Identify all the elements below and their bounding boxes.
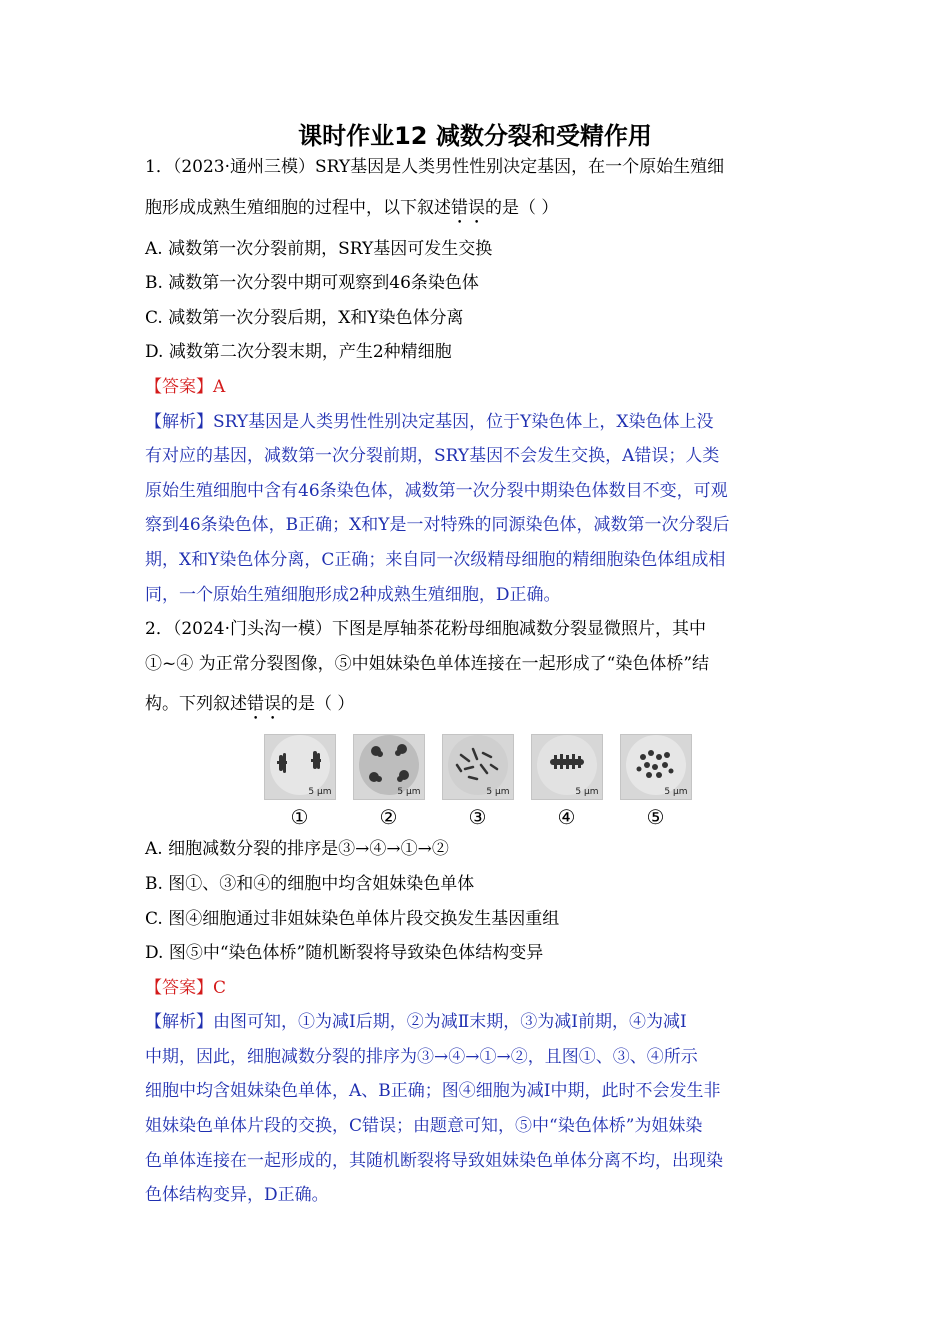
q1-analysis-line-4: 察到46条染色体，B正确；X和Y是一对特殊的同源染色体，减数第一次分裂后 bbox=[145, 515, 730, 536]
q2-answer bbox=[145, 971, 810, 1006]
micrograph-4-image bbox=[531, 734, 603, 800]
q1-option-b: B. 减数第一次分裂中期可观察到46条染色体 bbox=[145, 273, 479, 294]
micrograph-3-scale: 5 μm bbox=[486, 787, 510, 798]
q1-option-a: A. 减数第一次分裂前期，SRY基因可发生交换 bbox=[145, 238, 493, 259]
q2-analysis-line-4: 姐妹染色单体片段的交换，C错误；由题意可知，⑤中“染色体桥”为姐妹染 bbox=[145, 1116, 703, 1137]
q1-analysis-text-1: SRY基因是人类男性性别决定基因，位于Y染色体上，X染色体上没 bbox=[213, 411, 714, 432]
q2-option-d: D. 图⑤中“染色体桥”随机断裂将导致染色体结构变异 bbox=[145, 943, 544, 964]
micrograph-1-label: ① bbox=[290, 805, 309, 830]
q2-analysis-text-1: 由图可知，①为减Ⅰ后期，②为减Ⅱ末期，③为减Ⅰ前期，④为减Ⅰ bbox=[213, 1012, 687, 1033]
micrograph-1 bbox=[265, 734, 335, 832]
q2-analysis-label: 【解析】 bbox=[145, 1012, 213, 1033]
q2-answer-label: 【答案】 bbox=[145, 977, 213, 998]
micrograph-3-image bbox=[442, 734, 514, 800]
q1-analysis-line-1 bbox=[145, 405, 810, 440]
q1-answer-value: A bbox=[213, 376, 226, 397]
q1-analysis bbox=[145, 405, 810, 613]
micrograph-2-image bbox=[353, 734, 425, 800]
q1-analysis-line-3: 原始生殖细胞中含有46条染色体，减数第一次分裂中期染色体数目不变，可观 bbox=[145, 480, 728, 501]
q1-emphasis: 错误 bbox=[451, 197, 485, 218]
q2-analysis bbox=[145, 1005, 810, 1213]
micrograph-4 bbox=[532, 734, 602, 832]
q2-option-b: B. 图①、③和④的细胞中均含姐妹染色单体 bbox=[145, 873, 475, 894]
q2-stem-line-3-pre: 构。下列叙述 bbox=[145, 694, 247, 715]
q2-emphasis: 错误 bbox=[247, 694, 281, 715]
micrograph-4-scale: 5 μm bbox=[575, 787, 599, 798]
q2-analysis-line-2: 中期，因此，细胞减数分裂的排序为③→④→①→②，且图①、③、④所示 bbox=[145, 1046, 698, 1067]
content-body bbox=[145, 150, 810, 1213]
q2-answer-value: C bbox=[213, 977, 227, 998]
q1-answer-label: 【答案】 bbox=[145, 376, 213, 397]
q2-analysis-line-5: 色单体连接在一起形成的，其随机断裂将导致姐妹染色单体分离不均，出现染 bbox=[145, 1150, 723, 1171]
q2-analysis-line-1 bbox=[145, 1005, 810, 1040]
q2-analysis-line-6: 色体结构变异，D正确。 bbox=[145, 1185, 329, 1206]
micrograph-2-scale: 5 μm bbox=[397, 787, 421, 798]
q2-stem-line-3 bbox=[145, 681, 810, 728]
micrograph-5-label: ⑤ bbox=[646, 805, 665, 830]
q2-stem-line-2: ①~④ 为正常分裂图像，⑤中姐妹染色单体连接在一起形成了“染色体桥”结 bbox=[145, 653, 710, 674]
q2-analysis-line-3: 细胞中均含姐妹染色单体，A、B正确；图④细胞为减Ⅰ中期，此时不会发生非 bbox=[145, 1081, 721, 1102]
q2-option-c: C. 图④细胞通过非姐妹染色单体片段交换发生基因重组 bbox=[145, 908, 560, 929]
q1-stem-line-2 bbox=[145, 185, 810, 232]
micrograph-1-scale: 5 μm bbox=[308, 787, 332, 798]
micrograph-5 bbox=[621, 734, 691, 832]
micrograph-3-label: ③ bbox=[468, 805, 487, 830]
micrograph-3 bbox=[443, 734, 513, 832]
q1-option-d: D. 减数第二次分裂末期，产生2种精细胞 bbox=[145, 342, 452, 363]
q1-analysis-label: 【解析】 bbox=[145, 411, 213, 432]
page-title: 课时作业12 减数分裂和受精作用 bbox=[298, 122, 652, 150]
q1-option-c: C. 减数第一次分裂后期，X和Y染色体分离 bbox=[145, 307, 464, 328]
micrograph-4-label: ④ bbox=[557, 805, 576, 830]
micrograph-1-image bbox=[264, 734, 336, 800]
micrograph-2-label: ② bbox=[379, 805, 398, 830]
q2-stem-line-1: 2．（2024·门头沟一模）下图是厚轴茶花粉母细胞减数分裂显微照片，其中 bbox=[145, 619, 706, 640]
micrograph-5-image bbox=[620, 734, 692, 800]
q1-analysis-line-2: 有对应的基因，减数第一次分裂前期，SRY基因不会发生交换，A错误；人类 bbox=[145, 446, 720, 467]
q1-answer bbox=[145, 370, 810, 405]
micrograph-5-scale: 5 μm bbox=[664, 787, 688, 798]
q1-stem-line-2-post: 的是（ ） bbox=[485, 197, 559, 218]
q1-stem-line-1: 1．（2023·通州三模）SRY基因是人类男性性别决定基因，在一个原始生殖细 bbox=[145, 157, 725, 177]
micrograph-2 bbox=[354, 734, 424, 832]
q1-analysis-line-6: 同，一个原始生殖细胞形成2种成熟生殖细胞，D正确。 bbox=[145, 584, 561, 605]
q2-stem-line-3-post: 的是（ ） bbox=[281, 694, 355, 715]
q1-analysis-line-5: 期，X和Y染色体分离，C正确；来自同一次级精母细胞的精细胞染色体组成相 bbox=[145, 549, 726, 570]
q1-stem-line-2-pre: 胞形成成熟生殖细胞的过程中，以下叙述 bbox=[145, 197, 451, 218]
q2-option-a: A. 细胞减数分裂的排序是③→④→①→② bbox=[145, 839, 449, 860]
micrograph-figure bbox=[145, 734, 810, 832]
